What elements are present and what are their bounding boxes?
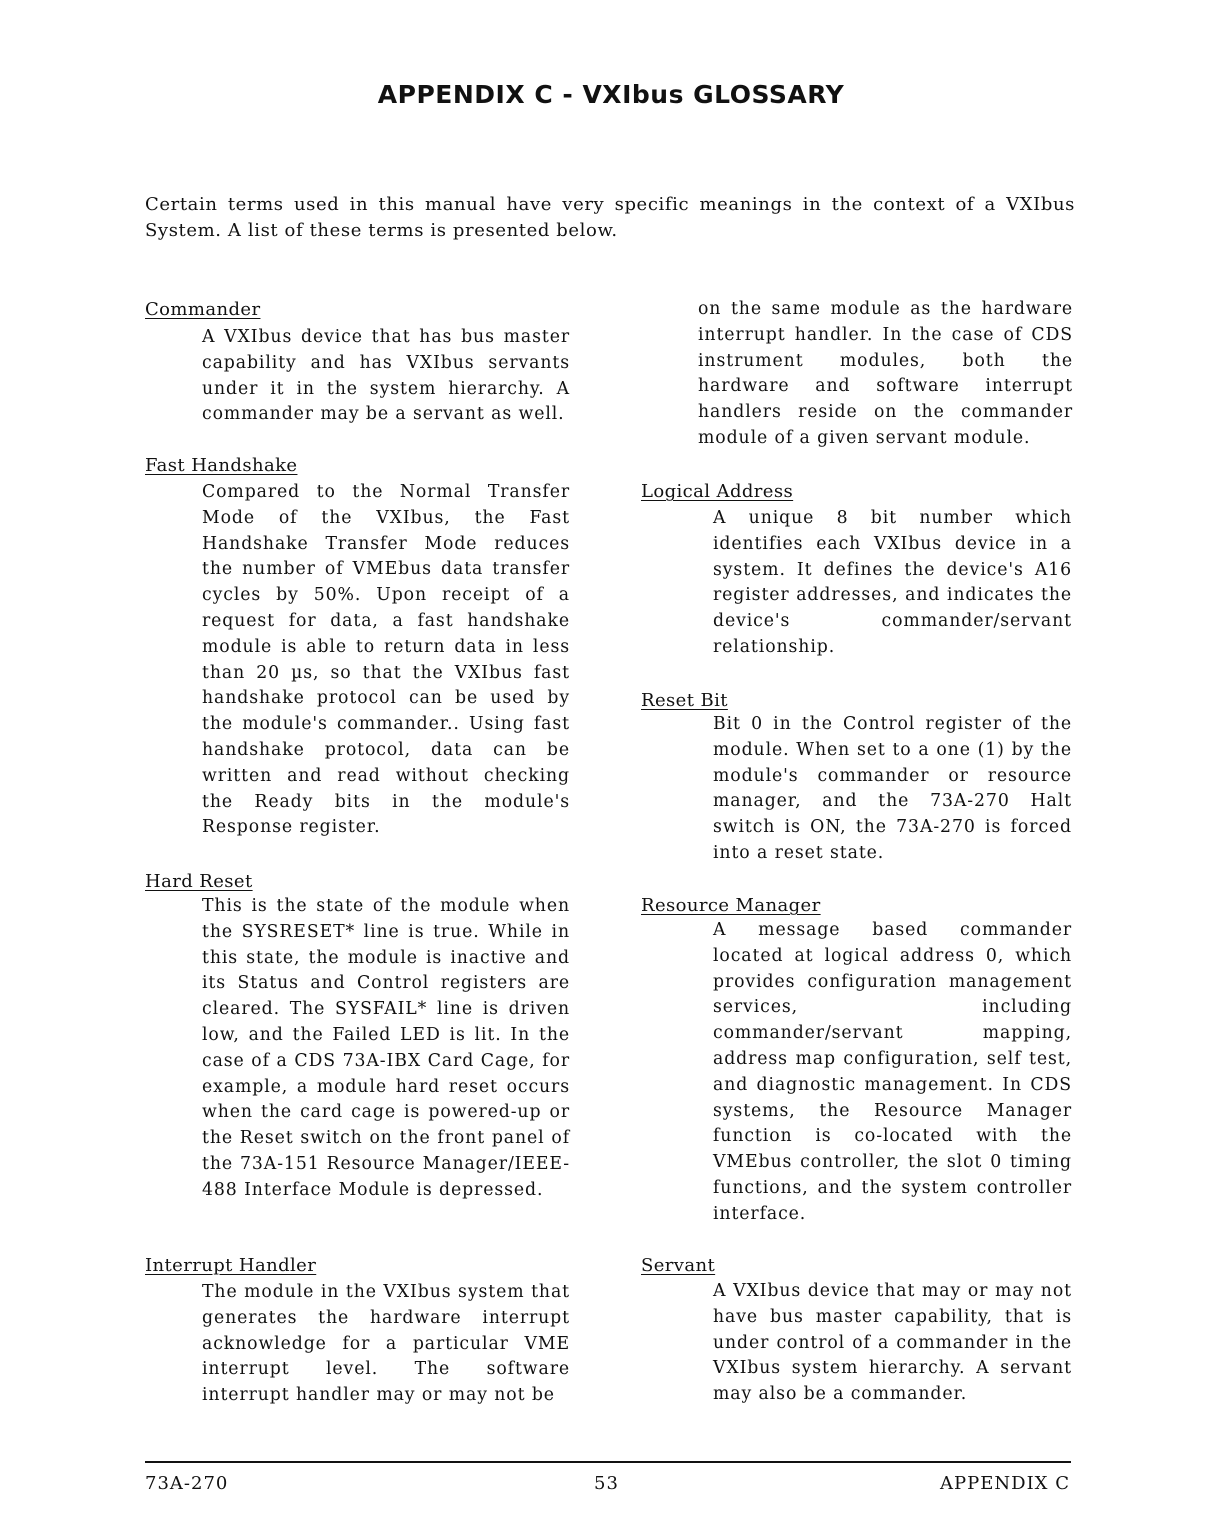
definition-interrupt-handler: The module in the VXIbus system that generates the hardware interrupt acknowledge for a particular VME interrupt level. The software interrupt handler may or may not be bbox=[202, 1282, 570, 1406]
term-reset-bit: Reset Bit bbox=[641, 690, 728, 711]
page-title: APPENDIX C - VXIbus GLOSSARY bbox=[377, 80, 845, 109]
definition-interrupt-handler-continued: on the same module as the hardware interrupt handler. In the case of CDS instrument modules, both the hardware and software interrupt handlers reside on the commander module of a given servant module. bbox=[698, 299, 1073, 448]
footer-section-label: APPENDIX C bbox=[940, 1473, 1070, 1494]
term-logical-address: Logical Address bbox=[641, 481, 794, 502]
term-resource-manager: Resource Manager bbox=[641, 895, 821, 916]
footer-divider bbox=[145, 1461, 1071, 1463]
footer-document-number: 73A-270 bbox=[145, 1473, 229, 1494]
definition-resource-manager: A message based commander located at logical address 0, which provides configuration management services, including commander/servant mapping, address map configuration, self test, and diagnostic management. In CDS systems, the Resource Manager function is co-located with the VMEbus controller, the slot 0 timing functions, and the system controller interface. bbox=[713, 920, 1072, 1224]
definition-fast-handshake: Compared to the Normal Transfer Mode of the VXIbus, the Fast Handshake Transfer Mode reduces the number of VMEbus data transfer cycles by 50%. Upon receipt of a request for data, a fast handshake module is able to return data in less than 20 µs, so that the VXIbus fast handshake protocol can be used by the module's commander.. Using fast handshake protocol, data can be written and read without checking the Ready bits in the module's Response register. bbox=[202, 482, 570, 838]
intro-paragraph: Certain terms used in this manual have very specific meanings in the context of a VXIbus System. A list of these terms is presented below. bbox=[145, 194, 1075, 241]
term-hard-reset: Hard Reset bbox=[145, 871, 253, 892]
definition-reset-bit: Bit 0 in the Control register of the module. When set to a one (1) by the module's commander or resource manager, and the 73A-270 Halt switch is ON, the 73A-270 is forced into a reset state. bbox=[713, 714, 1072, 863]
definition-commander: A VXIbus device that has bus master capability and has VXIbus servants under it in the system hierarchy. A commander may be a servant as well. bbox=[202, 327, 570, 425]
definition-hard-reset: This is the state of the module when the SYSRESET* line is true. While in this state, the module is inactive and its Status and Control registers are cleared. The SYSFAIL* line is driven low, and the Failed LED is lit. In the case of a CDS 73A-IBX Card Cage, for example, a module hard reset occurs when the card cage is powered-up or the Reset switch on the front panel of the 73A-151 Resource Manager/IEEE-488 Interface Module is depressed. bbox=[202, 896, 570, 1200]
definition-servant: A VXIbus device that may or may not have bus master capability, that is under control of a commander in the VXIbus system hierarchy. A servant may also be a commander. bbox=[713, 1281, 1072, 1405]
term-interrupt-handler: Interrupt Handler bbox=[145, 1255, 317, 1276]
term-servant: Servant bbox=[641, 1255, 716, 1276]
definition-logical-address: A unique 8 bit number which identifies each VXIbus device in a system. It defines the device's A16 register addresses, and indicates the device's commander/servant relationship. bbox=[713, 508, 1072, 657]
footer-page-number: 53 bbox=[594, 1473, 619, 1494]
term-fast-handshake: Fast Handshake bbox=[145, 455, 298, 476]
term-commander: Commander bbox=[145, 299, 261, 320]
